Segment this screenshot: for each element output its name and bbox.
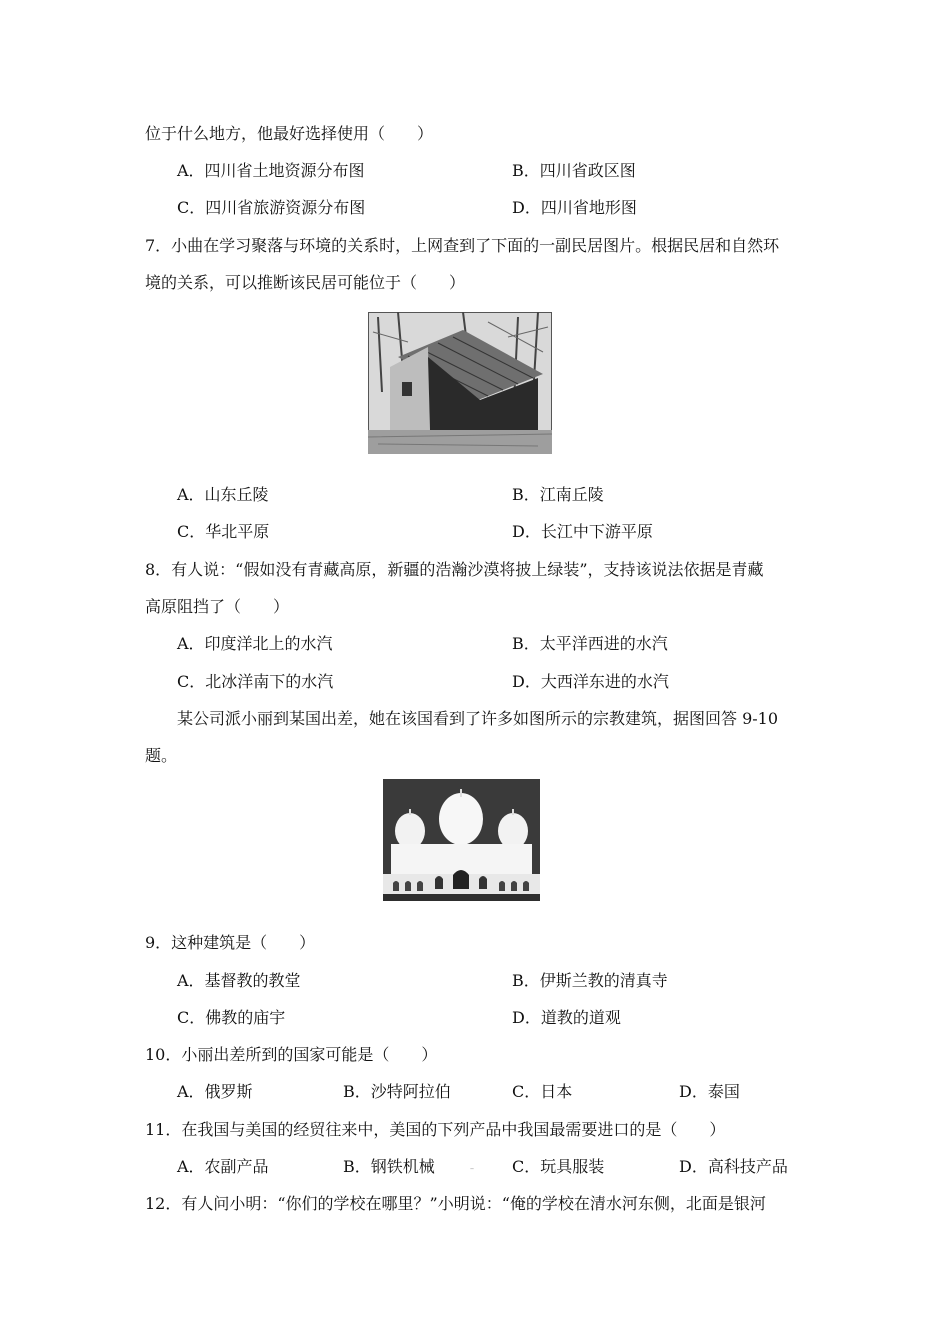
q8-option-d: D．大西洋东进的水汽 — [512, 672, 669, 691]
q6-stem-tail: 位于什么地方，他最好选择使用（ ） — [145, 124, 434, 143]
stray-mark: – — [470, 1164, 474, 1173]
q12-stem-line1: 12．有人问小明：“你们的学校在哪里？”小明说：“俺的学校在清水河东侧，北面是银河 — [145, 1194, 766, 1213]
mosque-photo — [383, 779, 540, 901]
q11-option-b: B．钢铁机械 — [343, 1157, 435, 1176]
intro-9-10-line1: 某公司派小丽到某国出差，她在该国看到了许多如图所示的宗教建筑，据图回答 9-10 — [177, 709, 779, 728]
q9-option-d: D．道教的道观 — [512, 1008, 621, 1027]
q6-option-d: D．四川省地形图 — [512, 198, 637, 217]
q9-option-c: C．佛教的庙宇 — [177, 1008, 286, 1027]
q8-option-a: A．印度洋北上的水汽 — [177, 634, 333, 653]
q7-option-a: A．山东丘陵 — [177, 485, 269, 504]
q7-stem-line2: 境的关系，可以推断该民居可能位于（ ） — [145, 273, 466, 292]
q11-option-c: C．玩具服装 — [512, 1157, 605, 1176]
q6-option-c: C．四川省旅游资源分布图 — [177, 198, 366, 217]
q6-option-b: B．四川省政区图 — [512, 161, 636, 180]
q6-option-a: A．四川省土地资源分布图 — [177, 161, 365, 180]
q10-option-d: D．泰国 — [679, 1082, 740, 1101]
q8-option-c: C．北冰洋南下的水汽 — [177, 672, 334, 691]
q7-option-b: B．江南丘陵 — [512, 485, 604, 504]
q9-stem: 9．这种建筑是（ ） — [145, 933, 316, 952]
q9-option-b: B．伊斯兰教的清真寺 — [512, 971, 668, 990]
q7-option-c: C．华北平原 — [177, 522, 270, 541]
q10-stem: 10．小丽出差所到的国家可能是（ ） — [145, 1045, 438, 1064]
q7-option-d: D．长江中下游平原 — [512, 522, 653, 541]
intro-9-10-line2: 题。 — [145, 746, 178, 765]
q7-stem-line1: 7．小曲在学习聚落与环境的关系时，上网查到了下面的一副民居图片。根据民居和自然环 — [145, 236, 780, 255]
q10-option-c: C．日本 — [512, 1082, 573, 1101]
q11-stem: 11．在我国与美国的经贸往来中，美国的下列产品中我国最需要进口的是（ ） — [145, 1120, 726, 1139]
q10-option-a: A．俄罗斯 — [177, 1082, 253, 1101]
q8-option-b: B．太平洋西进的水汽 — [512, 634, 668, 653]
q11-option-d: D．高科技产品 — [679, 1157, 788, 1176]
q8-stem-line1: 8．有人说：“假如没有青藏高原，新疆的浩瀚沙漠将披上绿装”，支持该说法依据是青藏 — [145, 560, 764, 579]
house-photo — [368, 312, 552, 454]
q8-stem-line2: 高原阻挡了（ ） — [145, 597, 290, 616]
q10-option-b: B．沙特阿拉伯 — [343, 1082, 451, 1101]
q11-option-a: A．农副产品 — [177, 1157, 269, 1176]
q9-option-a: A．基督教的教堂 — [177, 971, 301, 990]
